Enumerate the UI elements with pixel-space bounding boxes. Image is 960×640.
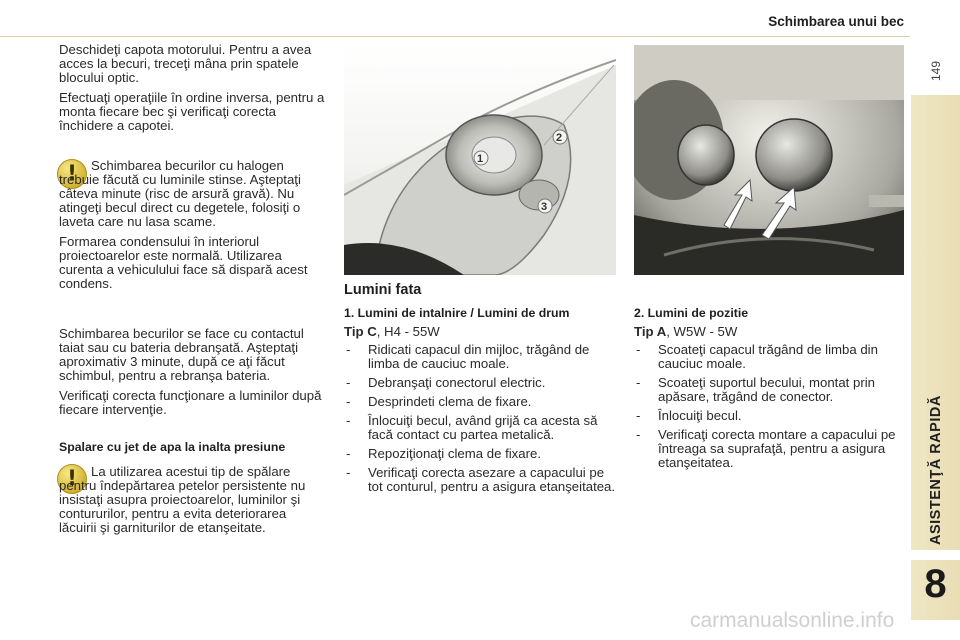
list-item: - Scoateţi suportul becului, montat prin apăsare, trăgând de conector. [634,376,904,404]
watermark-link[interactable]: carmanualsonline.info [690,609,895,632]
wash-warning-text: La utilizarea acestui tip de spălare pentru îndepărtarea petelor persistente nu insistaţi asupra proiectoarelor, luminilor şi contururilor, pentru a evita deteriorarea lăcuirii şi garniturilor de etanşeitate. [59,464,306,535]
list-item: - Verificaţi corecta asezare a capacului pe tot conturul, pentru a asigura etanşeitatea. [344,466,616,494]
engine-bay-photo [634,45,904,275]
reassembly-paragraph: Efectuaţi operaţiile în ordine inversa, pentru a monta fiecare bec şi verificaţi corecta închidere a capotei. [59,90,325,133]
intro-block [59,43,329,133]
position-lights-steps [634,343,904,470]
low-beam-type-label: Tip C [344,324,377,339]
page-title: Schimbarea unui bec [768,14,904,29]
headlamp-illustration [344,45,616,275]
battery-paragraph: Schimbarea becurilor se face cu contactul taiat sau cu bateria debranşată. Aşteptaţi aproximativ 3 minute, după ce aţi făcut schimbul, pentru a rebranşa bateria. [59,326,304,383]
intro-paragraph: Deschideţi capota motorului. Pentru a avea acces la becuri, treceţi mâna prin spatele blocului optic. [59,42,312,85]
engine-bay-illustration [634,45,904,275]
list-item: - Desprindeti clema de fixare. [344,395,616,409]
list-item: - Verificaţi corecta montare a capacului pe întreaga sa suprafaţă, pentru a asigura etanşeitatea. [634,428,904,470]
position-lights-heading: 2. Lumini de pozitie [634,306,749,320]
section-label-text: ASISTENŢĂ RAPIDĂ [928,395,944,545]
list-item: - Ridicati capacul din mijloc, trăgând de limba de cauciuc moale. [344,343,616,371]
low-beam-type [344,325,616,339]
callout-2: 2 [556,132,563,144]
battery-block [59,327,331,417]
low-beam-heading: 1. Lumini de intalnire / Lumini de drum [344,306,570,320]
list-item: - Înlocuiţi becul, având grijă ca acesta să facă contact cu partea metalică. [344,414,616,442]
halogen-warning-block [59,159,327,291]
wash-heading: Spalare cu jet de apa la inalta presiune [59,440,286,454]
condensation-paragraph: Formarea condensului în interiorul proiectoarelor este normală. Utilizarea curenta a vehiculului face să dispară acest condens. [59,234,308,291]
callout-3: 3 [541,201,548,213]
position-lights-type [634,325,904,339]
section-title: Lumini fata [344,282,422,298]
verify-paragraph: Verificaţi corecta funcţionare a luminilor după fiecare intervenţie. [59,388,322,417]
list-item: - Înlocuiţi becul. [634,409,904,423]
low-beam-section [344,307,616,499]
low-beam-type-value: , H4 - 55W [376,324,440,339]
page-number: 149 [929,60,943,82]
page-header [0,0,910,37]
position-lights-type-label: Tip A [634,324,667,339]
wash-warning-block [59,465,327,535]
list-item: - Repoziţionaţi clema de fixare. [344,447,616,461]
position-lights-type-value: , W5W - 5W [666,324,738,339]
callout-1: 1 [477,153,484,165]
chapter-number: 8 [924,562,947,606]
list-item: - Debranşaţi conectorul electric. [344,376,616,390]
position-lights-section [634,307,904,475]
list-item: - Scoateţi capacul trăgând de limba din cauciuc moale. [634,343,904,371]
halogen-warning-text: Schimbarea becurilor cu halogen trebuie făcută cu luminile stinse. Aşteptaţi câteva minute (risc de arsură gravă). Nu atingeţi becul direct cu degetele, folosiţi o laveta care nu lasa scame. [59,158,301,229]
low-beam-steps [344,343,616,494]
headlamp-photo [344,45,616,275]
